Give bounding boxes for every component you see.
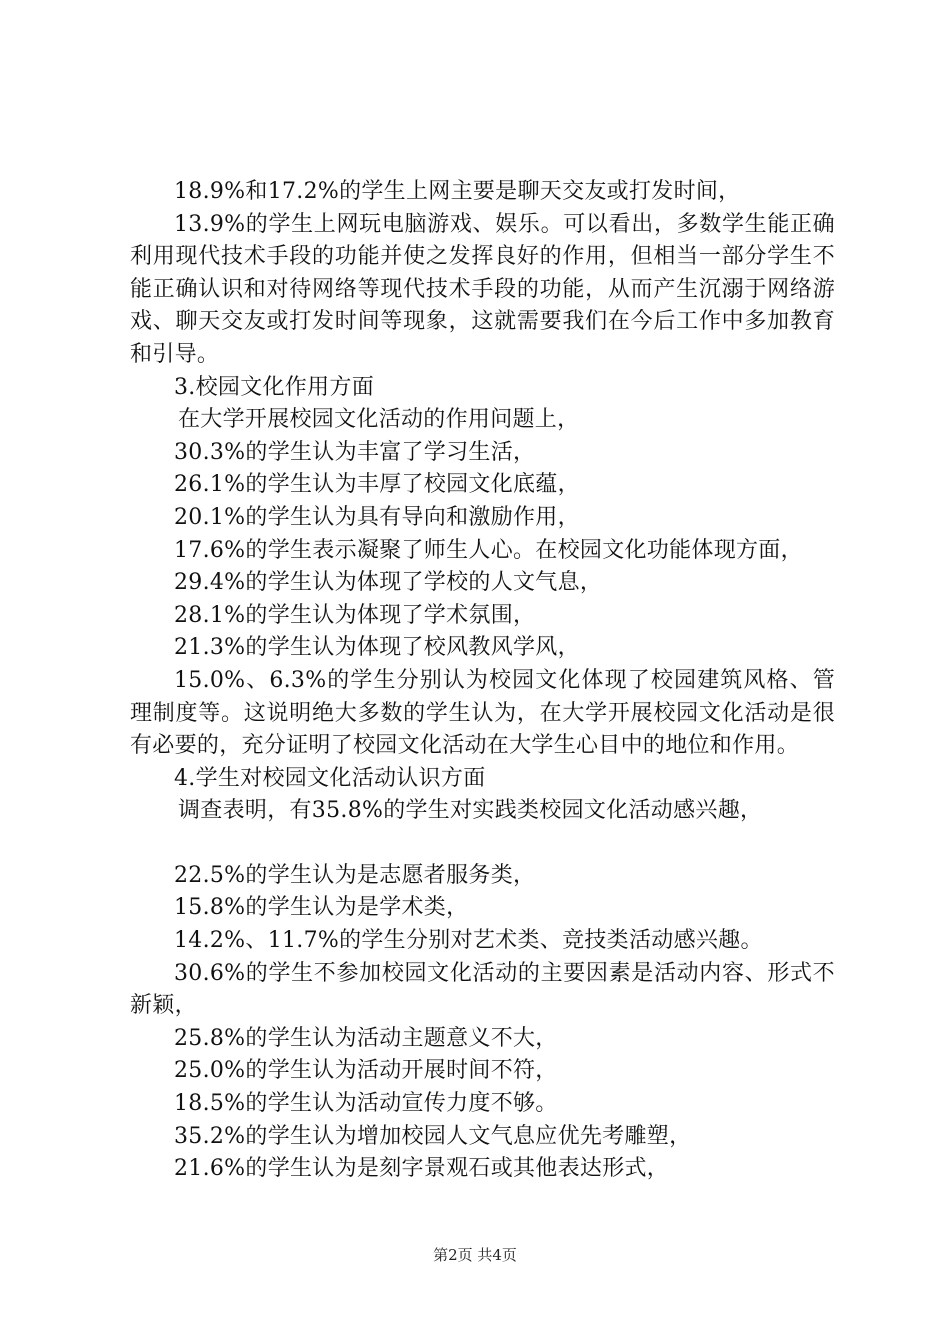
- paragraph: 30.3%的学生认为丰富了学习生活，: [174, 439, 536, 465]
- blank-line: [130, 828, 835, 860]
- paragraph: 在大学开展校园文化活动的作用问题上，: [178, 407, 580, 433]
- document-body: [130, 176, 835, 1186]
- paragraph: 35.2%的学生认为增加校园人文气息应优先考雕塑，: [174, 1123, 692, 1149]
- paragraph: 21.6%的学生认为是刻字景观石或其他表达形式，: [174, 1156, 670, 1182]
- paragraph: 26.1%的学生认为丰厚了校园文化底蕴，: [174, 472, 580, 498]
- paragraph: 18.5%的学生认为活动宣传力度不够。: [174, 1091, 558, 1117]
- paragraph: 22.5%的学生认为是志愿者服务类，: [174, 862, 536, 888]
- paragraph: 21.3%的学生认为体现了校风教风学风，: [174, 635, 580, 661]
- paragraph: 调查表明，有35.8%的学生对实践类校园文化活动感兴趣，: [178, 798, 763, 824]
- paragraph: 30.6%的学生不参加校园文化活动的主要因素是活动内容、形式不新颖，: [130, 960, 835, 1019]
- paragraph: 25.0%的学生认为活动开展时间不符，: [174, 1058, 558, 1084]
- paragraph: 25.8%的学生认为活动主题意义不大，: [174, 1025, 558, 1051]
- paragraph: 14.2%、11.7%的学生分别对艺术类、竞技类活动感兴趣。: [174, 928, 763, 954]
- paragraph: 28.1%的学生认为体现了学术氛围，: [174, 602, 536, 628]
- paragraph: 29.4%的学生认为体现了学校的人文气息，: [174, 570, 603, 596]
- section-heading: 4.学生对校园文化活动认识方面: [174, 765, 486, 791]
- paragraph: 15.0%、6.3%的学生分别认为校园文化体现了校园建筑风格、管理制度等。这说明绝大多数的学生认为，在大学开展校园文化活动是很有必要的，充分证明了校园文化活动在大学生心目中的地位和作用。: [130, 667, 835, 759]
- page-footer: 第2页 共4页: [433, 1246, 517, 1264]
- paragraph: 20.1%的学生认为具有导向和激励作用，: [174, 504, 580, 530]
- paragraph: 13.9%的学生上网玩电脑游戏、娱乐。可以看出，多数学生能正确利用现代技术手段的功能并使之发挥良好的作用，但相当一部分学生不能正确认识和对待网络等现代技术手段的功能，从而产生沉溺于网络游戏、聊天交友或打发时间等现象，这就需要我们在今后工作中多加教育和引导。: [130, 211, 835, 367]
- paragraph: 18.9%和17.2%的学生上网主要是聊天交友或打发时间，: [174, 179, 741, 204]
- paragraph: 17.6%的学生表示凝聚了师生人心。在校园文化功能体现方面，: [174, 537, 803, 563]
- paragraph: 15.8%的学生认为是学术类，: [174, 895, 469, 921]
- section-heading: 3.校园文化作用方面: [174, 374, 374, 400]
